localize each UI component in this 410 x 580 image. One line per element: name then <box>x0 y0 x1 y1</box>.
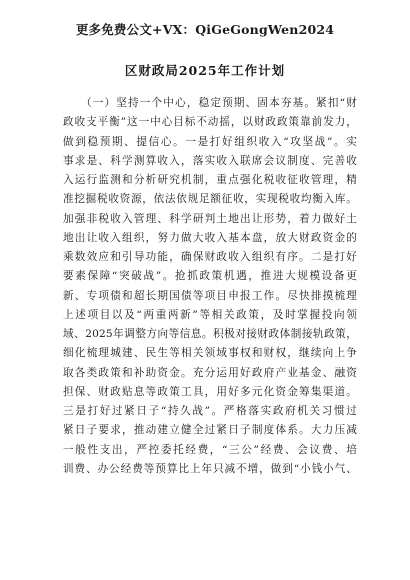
text-line: 事求是、科学测算收入，落实收入联席会议制度、完善收 <box>63 154 357 167</box>
text-line: 做到稳预期、提信心。一是打好组织收入“攻坚战”。实 <box>63 135 357 148</box>
text-line: 三是打好过紧日子“持久战”。严格落实政府机关习惯过 <box>63 405 357 417</box>
text-line: 地出让收入组织，努力做大收入基本盘，放大财政资金的 <box>63 231 357 244</box>
text-line: 政收支平衡”这一中心目标不动摇，以财政政策靠前发力， <box>63 116 357 129</box>
text-line: 准挖掘税收资源，依法依规足额征收，实现税收均衡入库。 <box>63 193 357 206</box>
text-line: 乘数效应和引导功能，确保财政收入组织有序。二是打好 <box>63 251 357 263</box>
text-line: 加强非税收入管理、科学研判土地出让形势，着力做好土 <box>63 212 357 225</box>
text-line: 担保、财政贴息等政策工具，用好多元化资金筹集渠道。 <box>63 385 357 398</box>
body-paragraph <box>63 94 357 479</box>
text-line: 新、专项债和超长期国债等项目申报工作。尽快排摸梳理 <box>63 289 357 302</box>
text-line: 一般性支出，严控委托经费，“三公”经费、会议费、培 <box>63 443 357 456</box>
text-line: 取各类政策和补助资金。充分运用好政府产业基金、融资 <box>63 366 357 379</box>
text-line: 入运行监测和分析研究机制，重点强化税收征收管理，精 <box>63 174 357 186</box>
promo-header: 更多免费公文+VX：QiGeGongWen2024 <box>75 22 335 37</box>
text-line: 训费、办公经费等预算比上年只减不增，做到“小钱小气、 <box>63 462 357 475</box>
text-line: 要素保障“突破战”。抢抓政策机遇，推进大规模设备更 <box>63 270 357 283</box>
text-line: 域、2025年调整方向等信息。积极对接财政体制接轨政策， <box>63 328 357 340</box>
text-line: 上述项目以及“两重两新”等相关政策，及时掌握投向领 <box>63 308 357 321</box>
text-line: （一）坚持一个中心，稳定预期、固本夯基。紧扣“财 <box>81 97 357 109</box>
text-line: 紧日子要求，推动建立健全过紧日子制度体系。大力压减 <box>63 424 357 437</box>
document-title: 区财政局2025年工作计划 <box>124 63 286 78</box>
text-line: 细化梳理城建、民生等相关领域事权和财权，继续向上争 <box>63 347 357 360</box>
